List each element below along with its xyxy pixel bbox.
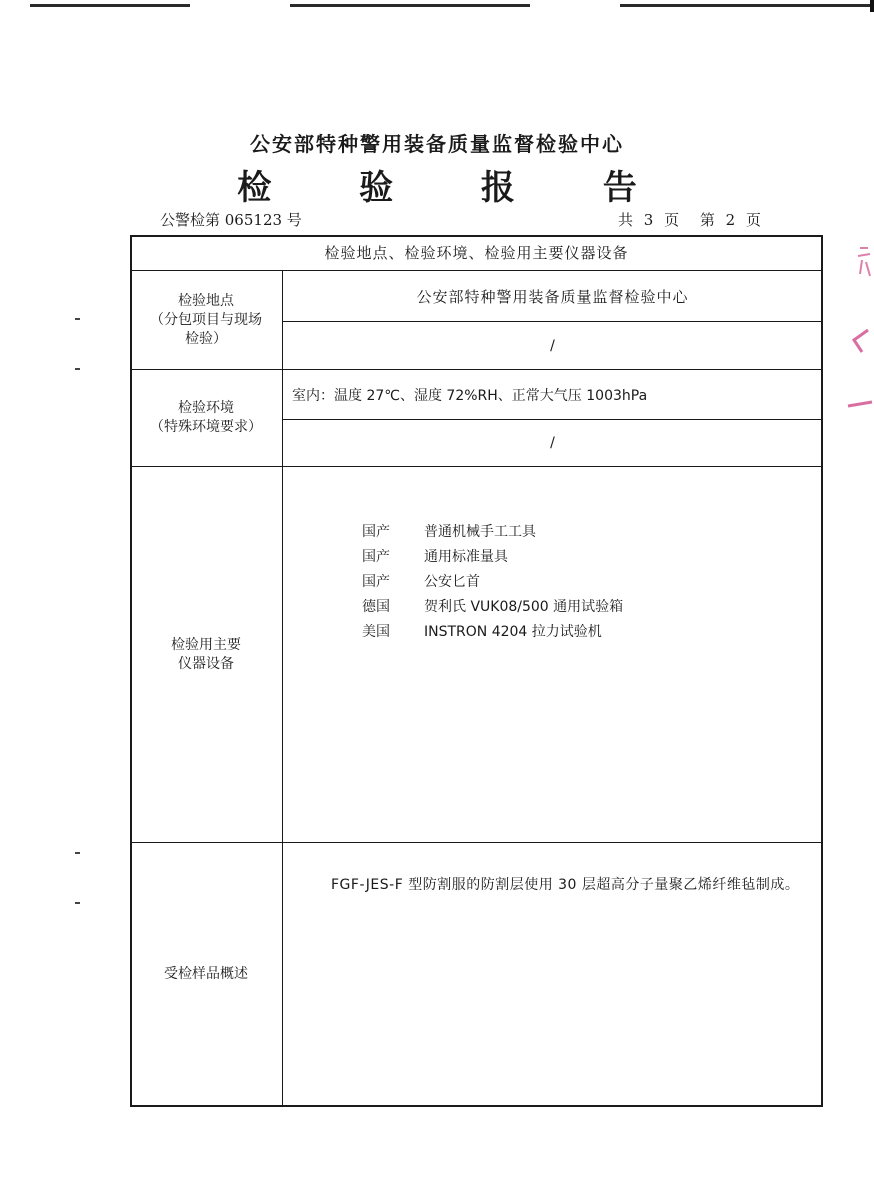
page-info <box>618 209 771 230</box>
equipment-origin: 国产 <box>362 524 390 540</box>
environment-label-line: （特殊环境要求） <box>150 419 262 435</box>
organization-title: 公安部特种警用装备质量监督检验中心 <box>250 132 624 156</box>
list-item <box>362 545 623 570</box>
margin-dot <box>75 852 80 854</box>
report-number: 公警检第 065123 号 <box>160 211 302 229</box>
sample-label <box>130 843 282 1105</box>
environment-label-line: 检验环境 <box>178 400 234 416</box>
list-item <box>362 570 623 595</box>
equipment-label-line: 仪器设备 <box>178 655 234 672</box>
margin-dot <box>75 368 80 370</box>
current-page: 第 2 页 <box>699 211 761 229</box>
equipment-name: 贺利氏 VUK08/500 通用试验箱 <box>424 599 624 615</box>
environment-special-value: / <box>550 435 555 451</box>
location-value: 公安部特种警用装备质量监督检验中心 <box>416 287 689 306</box>
location-label-line: 检验） <box>185 330 227 347</box>
table-column-divider <box>282 271 283 1105</box>
list-item <box>362 520 623 545</box>
location-label-line: （分包项目与现场 <box>150 311 262 328</box>
scan-edge-top <box>0 0 874 10</box>
scan-line <box>30 4 190 7</box>
margin-dot <box>75 318 80 320</box>
equipment-origin: 德国 <box>362 599 390 615</box>
equipment-name: 通用标准量具 <box>424 549 508 565</box>
scan-line <box>290 4 530 7</box>
equipment-label-line: 检验用主要 <box>171 636 241 653</box>
equipment-name: INSTRON 4204 拉力试验机 <box>424 624 602 640</box>
location-label <box>130 271 282 369</box>
equipment-name: 普通机械手工工具 <box>424 524 536 540</box>
equipment-list <box>362 520 623 645</box>
equipment-label <box>130 467 282 842</box>
margin-dot <box>75 902 80 904</box>
environment-value: 室内：温度 27℃、湿度 72%RH、正常大气压 1003hPa <box>292 387 648 404</box>
sample-label-text: 受检样品概述 <box>164 965 248 982</box>
environment-label <box>130 370 282 466</box>
equipment-origin: 国产 <box>362 549 390 565</box>
total-pages: 共 3 页 <box>618 211 680 229</box>
seal-stamp-fragment <box>846 240 874 420</box>
list-item <box>362 620 623 645</box>
section-header: 检验地点、检验环境、检验用主要仪器设备 <box>324 244 629 262</box>
scan-line <box>620 4 870 7</box>
equipment-name: 公安匕首 <box>424 574 480 590</box>
location-subcontract-value: / <box>550 337 555 354</box>
equipment-origin: 美国 <box>362 624 390 640</box>
scan-edge-right <box>870 0 874 12</box>
report-title: 检 验 报 告 <box>237 168 675 208</box>
location-label-line: 检验地点 <box>178 292 234 309</box>
list-item <box>362 595 623 620</box>
equipment-origin: 国产 <box>362 574 390 590</box>
sample-description: FGF-JES-F 型防割服的防割层使用 30 层超高分子量聚乙烯纤维毡制成。 <box>331 877 800 893</box>
